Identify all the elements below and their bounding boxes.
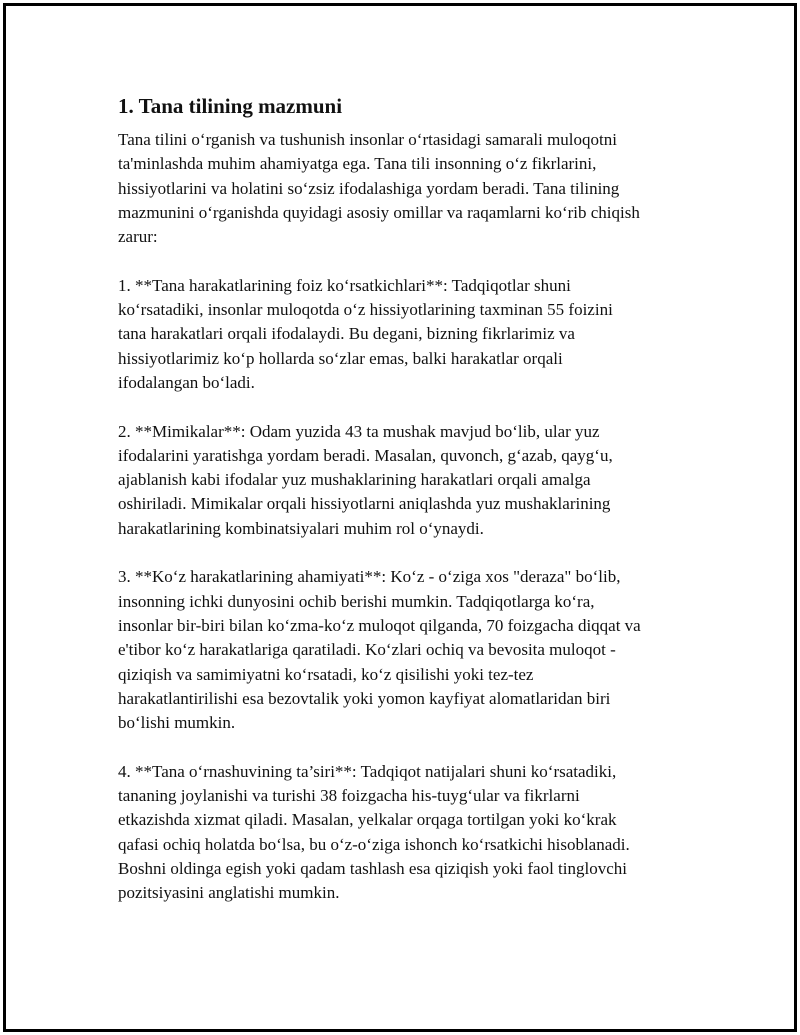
facial-expressions-paragraph: 2. **Mimikalar**: Odam yuzida 43 ta mushak mavjud bo‘lib, ular yuz ifodalarini yaratishga yordam beradi. Masalan, quvonch, g‘azab, qayg‘u, ajablanish kabi ifodalar yuz mushaklarining harakatlari orqali amalga oshiriladi. Mimikalar orqali hissiyotlarni aniqlashda yuz mushaklarining harakatlarining kombinatsiyalari muhim rol o‘ynaydi. bbox=[118, 421, 613, 538]
body-movements-paragraph: 1. **Tana harakatlarining foiz ko‘rsatkichlari**: Tadqiqotlar shuni ko‘rsatadiki, insonlar muloqotda o‘z hissiyotlarining taxminan 55 foizini tana harakatlari orqali ifodalaydi. Bu degani, bizning fikrlarimiz va hissiyotlarimiz ko‘p hollarda so‘zlar emas, balki harakatlar orqali ifodalangan bo‘ladi. bbox=[118, 275, 613, 392]
section-heading: 1. Tana tilining mazmuni bbox=[118, 94, 343, 118]
document-content bbox=[118, 92, 698, 930]
eye-movements-paragraph: 3. **Ko‘z harakatlarining ahamiyati**: Ko‘z - o‘ziga xos "deraza" bo‘lib, insonning ichki dunyosini ochib berishi mumkin. Tadqiqotlarga ko‘ra, insonlar bir-biri bilan ko‘zma-ko‘z muloqot qilganda, 70 foizgacha diqqat va e'tibor ko‘z harakatlariga qaratiladi. Ko‘zlari ochiq va bevosita muloqot - qiziqish va samimiyatni ko‘rsatadi, ko‘z qisilishi yoki tez-tez harakatlantirilishi esa bezovtalik yoki yomon kayfiyat alomatlaridan biri bo‘lishi mumkin. bbox=[118, 567, 641, 733]
intro-paragraph: Tana tilini o‘rganish va tushunish insonlar o‘rtasidagi samarali muloqotni ta'minlashda muhim ahamiyatga ega. Tana tili insonning o‘z fikrlarini, hissiyotlarini va holatini so‘zsiz ifodalashiga yordam beradi. Tana tilining mazmunini o‘rganishda quyidagi asosiy omillar va raqamlarni ko‘rib chiqish zarur: bbox=[118, 130, 640, 247]
posture-paragraph: 4. **Tana o‘rnashuvining ta’siri**: Tadqiqot natijalari shuni ko‘rsatadiki, tananing joylanishi va turishi 38 foizgacha his-tuyg‘ular va fikrlarni etkazishda xizmat qiladi. Masalan, yelkalar orqaga tortilgan yoki ko‘krak qafasi ochiq holatda bo‘lsa, bu o‘z-o‘ziga ishonch ko‘rsatkichi hisoblanadi. Boshni oldinga egish yoki qadam tashlash esa qiziqish yoki faol tinglovchi pozitsiyasini anglatishi mumkin. bbox=[118, 761, 630, 903]
